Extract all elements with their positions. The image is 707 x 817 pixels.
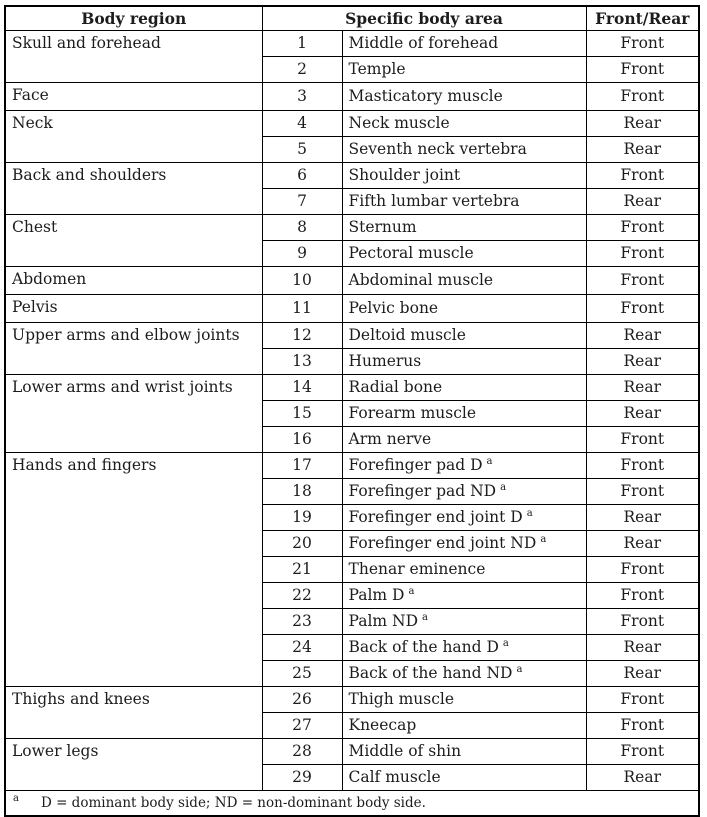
area-number-cell: 22 <box>262 583 342 609</box>
area-name-text: Shoulder joint <box>348 165 461 184</box>
area-number-cell: 23 <box>262 609 342 635</box>
area-name-text: Sternum <box>348 217 417 236</box>
area-number-cell: 2 <box>262 57 342 83</box>
front-rear-cell: Rear <box>586 401 699 427</box>
footnote-reference-marker: a <box>500 481 507 493</box>
area-name-text: Middle of shin <box>348 741 462 760</box>
area-name-cell <box>342 687 586 713</box>
region-cell: Abdomen <box>5 267 262 295</box>
footnote-row <box>5 791 699 817</box>
area-name-text: Back of the hand D <box>348 637 499 656</box>
area-name-text: Fifth lumbar vertebra <box>348 191 520 210</box>
area-name-cell <box>342 295 586 323</box>
area-number-cell: 6 <box>262 163 342 189</box>
front-rear-cell: Front <box>586 83 699 111</box>
area-number-cell: 17 <box>262 453 342 479</box>
front-rear-cell: Front <box>586 557 699 583</box>
region-cell: Pelvis <box>5 295 262 323</box>
area-number-cell: 29 <box>262 765 342 791</box>
area-name-text: Forearm muscle <box>348 403 477 422</box>
area-name-cell <box>342 267 586 295</box>
front-rear-cell: Rear <box>586 323 699 349</box>
area-number-cell: 14 <box>262 375 342 401</box>
front-rear-cell: Front <box>586 31 699 57</box>
area-name-cell <box>342 349 586 375</box>
area-name-text: Masticatory muscle <box>348 86 503 105</box>
front-rear-cell: Front <box>586 215 699 241</box>
area-name-cell <box>342 323 586 349</box>
front-rear-cell: Front <box>586 739 699 765</box>
region-cell: Face <box>5 83 262 111</box>
area-number-cell: 1 <box>262 31 342 57</box>
table-row <box>5 163 699 189</box>
table-row <box>5 31 699 57</box>
table-row <box>5 83 699 111</box>
area-number-cell: 9 <box>262 241 342 267</box>
col-header-body-region: Body region <box>5 6 262 31</box>
area-name-cell <box>342 375 586 401</box>
area-number-cell: 18 <box>262 479 342 505</box>
area-name-text: Arm nerve <box>348 429 432 448</box>
area-name-text: Abdominal muscle <box>348 270 494 289</box>
table-row <box>5 295 699 323</box>
front-rear-cell: Front <box>586 295 699 323</box>
area-number-cell: 5 <box>262 137 342 163</box>
footnote-reference-marker: a <box>502 637 509 649</box>
footnote-reference-marker: a <box>526 507 533 519</box>
area-name-cell <box>342 479 586 505</box>
area-number-cell: 25 <box>262 661 342 687</box>
area-number-cell: 11 <box>262 295 342 323</box>
area-name-text: Humerus <box>348 351 422 370</box>
front-rear-cell: Front <box>586 687 699 713</box>
area-number-cell: 13 <box>262 349 342 375</box>
region-cell: Neck <box>5 111 262 163</box>
table-row <box>5 739 699 765</box>
area-number-cell: 20 <box>262 531 342 557</box>
front-rear-cell: Front <box>586 479 699 505</box>
area-name-cell <box>342 57 586 83</box>
area-number-cell: 21 <box>262 557 342 583</box>
front-rear-cell: Rear <box>586 189 699 215</box>
area-name-text: Radial bone <box>348 377 443 396</box>
area-name-cell <box>342 635 586 661</box>
area-name-cell <box>342 531 586 557</box>
area-name-cell <box>342 241 586 267</box>
front-rear-cell: Rear <box>586 349 699 375</box>
region-cell: Thighs and knees <box>5 687 262 739</box>
area-name-cell <box>342 765 586 791</box>
area-name-text: Calf muscle <box>348 767 441 786</box>
area-name-cell <box>342 661 586 687</box>
area-name-text: Neck muscle <box>348 113 450 132</box>
front-rear-cell: Front <box>586 453 699 479</box>
area-number-cell: 3 <box>262 83 342 111</box>
table-row <box>5 111 699 137</box>
front-rear-cell: Front <box>586 163 699 189</box>
area-name-text: Middle of forehead <box>348 33 499 52</box>
area-name-cell <box>342 713 586 739</box>
footnote-reference-marker: a <box>422 611 429 623</box>
front-rear-cell: Rear <box>586 661 699 687</box>
col-header-front-rear: Front/Rear <box>586 6 699 31</box>
area-name-cell <box>342 163 586 189</box>
area-name-cell <box>342 137 586 163</box>
front-rear-cell: Rear <box>586 505 699 531</box>
front-rear-cell: Rear <box>586 531 699 557</box>
region-cell: Hands and fingers <box>5 453 262 687</box>
region-cell: Back and shoulders <box>5 163 262 215</box>
area-number-cell: 26 <box>262 687 342 713</box>
area-number-cell: 28 <box>262 739 342 765</box>
area-name-cell <box>342 609 586 635</box>
front-rear-cell: Front <box>586 57 699 83</box>
area-number-cell: 16 <box>262 427 342 453</box>
area-number-cell: 12 <box>262 323 342 349</box>
area-name-cell <box>342 31 586 57</box>
area-name-text: Deltoid muscle <box>348 325 466 344</box>
area-name-text: Palm D <box>348 585 405 604</box>
area-number-cell: 27 <box>262 713 342 739</box>
footnote-cell <box>5 791 699 817</box>
area-name-cell <box>342 453 586 479</box>
footnote-reference-marker: a <box>540 533 547 545</box>
area-name-text: Forefinger pad D <box>348 455 483 474</box>
front-rear-cell: Front <box>586 713 699 739</box>
area-name-text: Palm ND <box>348 611 419 630</box>
table-row <box>5 215 699 241</box>
area-name-text: Kneecap <box>348 715 417 734</box>
area-name-text: Back of the hand ND <box>348 663 513 682</box>
area-name-cell <box>342 215 586 241</box>
front-rear-cell: Rear <box>586 635 699 661</box>
area-name-text: Thenar eminence <box>348 559 486 578</box>
table-row <box>5 453 699 479</box>
area-name-cell <box>342 557 586 583</box>
front-rear-cell: Rear <box>586 375 699 401</box>
table-row <box>5 267 699 295</box>
area-number-cell: 24 <box>262 635 342 661</box>
footnote-text: D = dominant body side; ND = non-dominant body side. <box>40 794 426 811</box>
region-cell: Chest <box>5 215 262 267</box>
area-name-cell <box>342 111 586 137</box>
front-rear-cell: Front <box>586 241 699 267</box>
area-name-cell <box>342 189 586 215</box>
region-cell: Lower arms and wrist joints <box>5 375 262 453</box>
area-number-cell: 19 <box>262 505 342 531</box>
area-name-cell <box>342 401 586 427</box>
footnote-reference-marker: a <box>516 663 523 675</box>
area-number-cell: 15 <box>262 401 342 427</box>
front-rear-cell: Rear <box>586 111 699 137</box>
area-name-text: Temple <box>348 59 406 78</box>
area-name-text: Forefinger end joint D <box>348 507 523 526</box>
area-name-text: Seventh neck vertebra <box>348 139 527 158</box>
area-number-cell: 10 <box>262 267 342 295</box>
area-name-cell <box>342 739 586 765</box>
footnote-reference-marker: a <box>408 585 415 597</box>
header-row <box>5 6 699 31</box>
front-rear-cell: Front <box>586 609 699 635</box>
area-name-text: Forefinger pad ND <box>348 481 497 500</box>
table-row <box>5 323 699 349</box>
region-cell: Upper arms and elbow joints <box>5 323 262 375</box>
area-number-cell: 7 <box>262 189 342 215</box>
area-name-cell <box>342 83 586 111</box>
region-cell: Skull and forehead <box>5 31 262 83</box>
table-row <box>5 687 699 713</box>
table-row <box>5 375 699 401</box>
area-number-cell: 8 <box>262 215 342 241</box>
front-rear-cell: Rear <box>586 765 699 791</box>
footnote-reference-marker: a <box>486 455 493 467</box>
front-rear-cell: Front <box>586 267 699 295</box>
area-name-text: Forefinger end joint ND <box>348 533 537 552</box>
front-rear-cell: Rear <box>586 137 699 163</box>
footnote-marker: a <box>13 793 19 805</box>
area-name-text: Thigh muscle <box>348 689 455 708</box>
area-name-text: Pelvic bone <box>348 298 439 317</box>
col-header-specific-body-area: Specific body area <box>262 6 586 31</box>
area-name-cell <box>342 427 586 453</box>
body-areas-table <box>4 5 700 817</box>
area-number-cell: 4 <box>262 111 342 137</box>
area-name-text: Pectoral muscle <box>348 243 474 262</box>
area-name-cell <box>342 505 586 531</box>
region-cell: Lower legs <box>5 739 262 791</box>
front-rear-cell: Front <box>586 427 699 453</box>
area-name-cell <box>342 583 586 609</box>
front-rear-cell: Front <box>586 583 699 609</box>
